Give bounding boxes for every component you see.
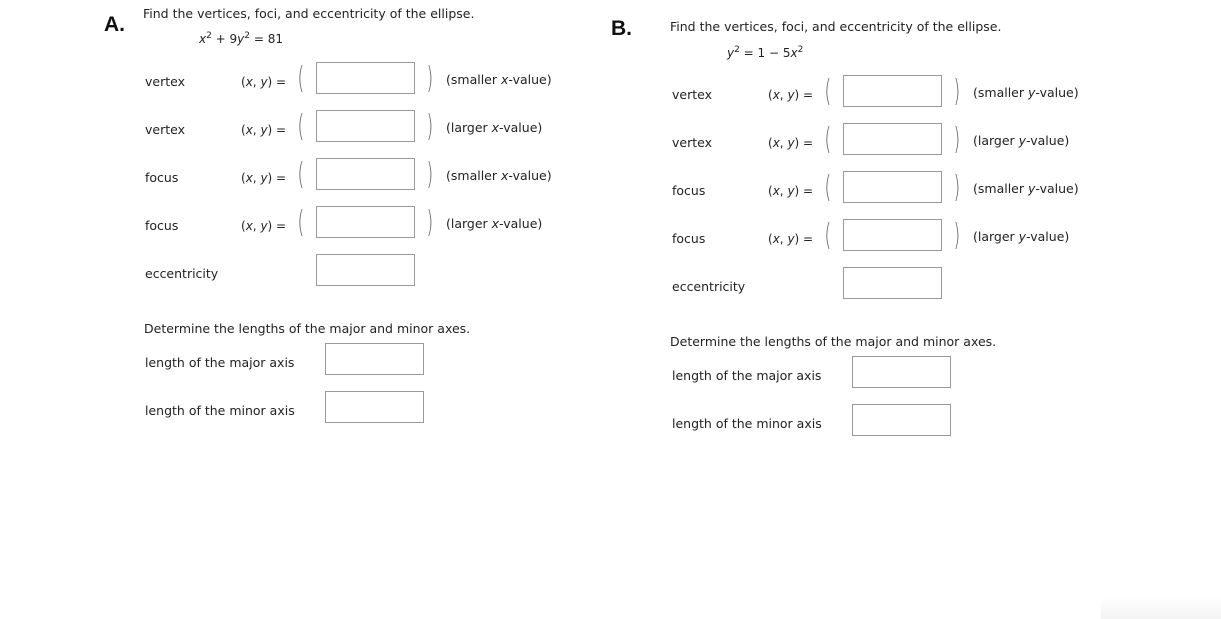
problem-b-equation: $y^2 = 1 - 5x^2$ <box>727 45 804 60</box>
b-eccentricity-input[interactable] <box>843 267 942 299</box>
a-focus-2-xy: (x, y) = <box>241 219 287 233</box>
a-vertex-1-open-paren: ( <box>297 61 305 96</box>
b-vertex-2-close-paren: ) <box>953 122 961 157</box>
a-eccentricity-input[interactable] <box>316 254 415 286</box>
a-focus-2-open-paren: ( <box>297 205 305 240</box>
a-eccentricity-label: eccentricity <box>145 266 219 281</box>
b-vertex-1-hint: (smaller y-value) <box>973 85 1079 100</box>
b-focus-1-input[interactable] <box>843 171 942 203</box>
b-vertex-2-open-paren: ( <box>824 122 832 157</box>
a-minor-axis-input[interactable] <box>325 391 424 423</box>
a-focus-1-xy: (x, y) = <box>241 171 287 185</box>
b-vertex-1-close-paren: ) <box>953 74 961 109</box>
problem-a-equation: $x^2 + 9y^2 = 81$ <box>199 31 283 46</box>
b-minor-axis-input[interactable] <box>852 404 951 436</box>
a-focus-1-hint: (smaller x-value) <box>446 168 552 183</box>
corner-shade <box>1101 597 1221 619</box>
b-vertex-2-hint: (larger y-value) <box>973 133 1070 148</box>
a-vertex-2-open-paren: ( <box>297 109 305 144</box>
a-vertex-1-input[interactable] <box>316 62 415 94</box>
b-focus-1-label: focus <box>672 183 706 198</box>
b-vertex-2-input[interactable] <box>843 123 942 155</box>
a-minor-axis-label: length of the minor axis <box>145 403 295 418</box>
b-vertex-1-xy: (x, y) = <box>768 88 814 102</box>
b-focus-1-close-paren: ) <box>953 170 961 205</box>
b-vertex-2-xy: (x, y) = <box>768 136 814 150</box>
a-vertex-1-label: vertex <box>145 74 185 89</box>
b-focus-1-open-paren: ( <box>824 170 832 205</box>
b-focus-2-open-paren: ( <box>824 218 832 253</box>
problem-b-prompt: Find the vertices, foci, and eccentricity of the ellipse. <box>670 19 1002 34</box>
problem-b-label: B. <box>611 17 632 40</box>
a-vertex-2-close-paren: ) <box>426 109 434 144</box>
b-vertex-2-label: vertex <box>672 135 712 150</box>
a-focus-1-close-paren: ) <box>426 157 434 192</box>
b-major-axis-input[interactable] <box>852 356 951 388</box>
problem-a-prompt: Find the vertices, foci, and eccentricity of the ellipse. <box>143 6 475 21</box>
a-focus-2-label: focus <box>145 218 179 233</box>
a-vertex-2-xy: (x, y) = <box>241 123 287 137</box>
a-vertex-2-label: vertex <box>145 122 185 137</box>
b-focus-2-label: focus <box>672 231 706 246</box>
a-vertex-1-hint: (smaller x-value) <box>446 72 552 87</box>
problem-a-label: A. <box>104 13 125 36</box>
b-focus-1-xy: (x, y) = <box>768 184 814 198</box>
a-focus-2-hint: (larger x-value) <box>446 216 543 231</box>
b-focus-2-input[interactable] <box>843 219 942 251</box>
a-focus-1-label: focus <box>145 170 179 185</box>
b-minor-axis-label: length of the minor axis <box>672 416 822 431</box>
b-focus-2-xy: (x, y) = <box>768 232 814 246</box>
a-vertex-2-input[interactable] <box>316 110 415 142</box>
b-vertex-1-input[interactable] <box>843 75 942 107</box>
b-focus-2-hint: (larger y-value) <box>973 229 1070 244</box>
b-axes-prompt: Determine the lengths of the major and minor axes. <box>670 334 997 349</box>
a-major-axis-label: length of the major axis <box>145 355 295 370</box>
a-major-axis-input[interactable] <box>325 343 424 375</box>
b-vertex-1-label: vertex <box>672 87 712 102</box>
a-focus-2-close-paren: ) <box>426 205 434 240</box>
a-focus-2-input[interactable] <box>316 206 415 238</box>
b-focus-1-hint: (smaller y-value) <box>973 181 1079 196</box>
b-major-axis-label: length of the major axis <box>672 368 822 383</box>
a-focus-1-open-paren: ( <box>297 157 305 192</box>
b-eccentricity-label: eccentricity <box>672 279 746 294</box>
a-focus-1-input[interactable] <box>316 158 415 190</box>
b-focus-2-close-paren: ) <box>953 218 961 253</box>
a-vertex-1-xy: (x, y) = <box>241 75 287 89</box>
a-axes-prompt: Determine the lengths of the major and minor axes. <box>144 321 471 336</box>
a-vertex-2-hint: (larger x-value) <box>446 120 543 135</box>
a-vertex-1-close-paren: ) <box>426 61 434 96</box>
b-vertex-1-open-paren: ( <box>824 74 832 109</box>
